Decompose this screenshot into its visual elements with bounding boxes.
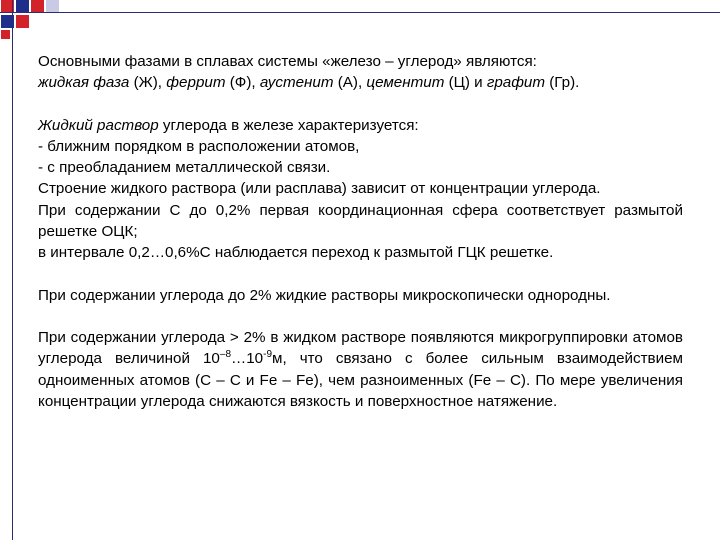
phase-abbr: (Ф), [225,74,260,92]
structure-text: Строение жидкого раствора (или расплава) зависит от концентрации углерода. [38,180,601,198]
carbon-0-2-text: При содержании С до 0,2% первая координационная сфера соответствует размытой решетке ОЦК; [38,201,683,241]
phase-abbr: (А), [333,74,367,92]
exponent: -9 [263,349,273,361]
microgroups-text-2: …10 [231,350,264,368]
decorative-squares [0,0,90,40]
red-square-decoration [16,15,29,28]
intro-paragraph [38,51,683,94]
phase-abbr: (Ж), [129,74,167,92]
list-item: - с преобладанием металлической связи. [38,159,331,177]
phase-term: жидкая фаза [38,74,130,92]
phase-term: феррит [166,74,226,92]
liquid-lead-term: Жидкий раствор [38,116,159,134]
liquid-solution-paragraph [38,115,683,264]
slide-text [38,51,683,412]
microgroups-paragraph [38,327,683,412]
microgroups-text-3: м, что связано с более сильным взаимодействием одноименных атомов (C – C и Fe – Fe), чем разноименных (Fe – C). По мере увеличения концентрации углерода снижаются вязкость и поверхностное натяжение. [38,350,683,410]
phase-abbr: (Гр). [545,74,580,92]
intro-line: Основными фазами в сплавах системы «железо – углерод» являются: [38,53,537,70]
exponent: –8 [219,349,232,361]
vertical-rule [12,0,13,540]
homogeneity-paragraph: При содержании углерода до 2% жидкие растворы микроскопически однородны. [38,286,611,304]
phases-line [38,72,683,93]
carbon-0-2-0-6-text: в интервале 0,2…0,6%С наблюдается переход к размытой ГЦК решетке. [38,244,554,262]
horizontal-rule [0,12,720,13]
red-square-decoration [1,30,10,39]
phase-term: аустенит [259,74,334,92]
liquid-lead-text: углерода в железе характеризуется: [158,116,419,134]
microgroups-text-1: При содержании углерода > 2% в жидком растворе появляются микрогруппировки атомов углерода величиной 10 [38,328,683,368]
list-item: - ближним порядком в расположении атомов, [38,137,360,155]
phase-abbr: (Ц) и [444,74,487,92]
phase-term: графит [486,74,546,92]
phase-term: цементит [366,74,445,92]
liquid-lead-line [38,115,683,136]
